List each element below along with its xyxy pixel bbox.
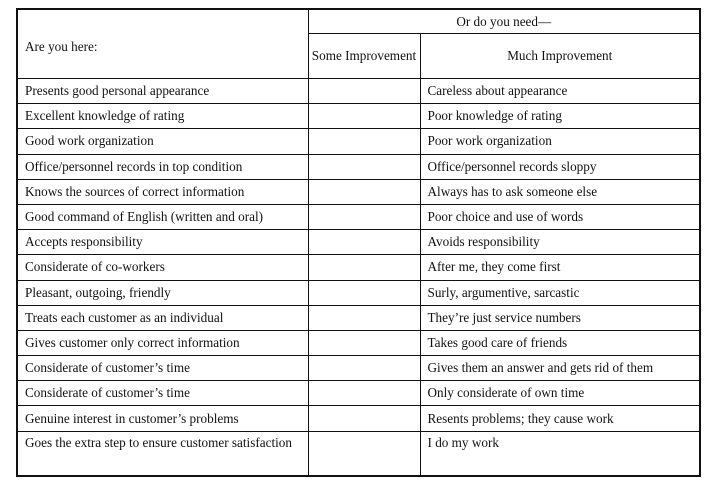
cell-much-improvement: Avoids responsibility: [420, 230, 700, 255]
table-row: [17, 356, 700, 381]
cell-are-you-here: Considerate of co-workers: [17, 255, 308, 280]
table-row: [17, 179, 700, 204]
cell-much-improvement: After me, they come first: [420, 255, 700, 280]
header-some-improvement: Some Improvement: [308, 34, 420, 79]
cell-much-improvement: Office/personnel records sloppy: [420, 154, 700, 179]
table-body: [17, 79, 700, 476]
cell-much-improvement: Poor knowledge of rating: [420, 104, 700, 129]
cell-much-improvement: Resents problems; they cause work: [420, 406, 700, 431]
cell-some-improvement: [308, 204, 420, 229]
cell-much-improvement: Only considerate of own time: [420, 381, 700, 406]
cell-some-improvement: [308, 381, 420, 406]
cell-are-you-here: Excellent knowledge of rating: [17, 104, 308, 129]
cell-are-you-here: Considerate of customer’s time: [17, 381, 308, 406]
table-row: [17, 79, 700, 104]
cell-much-improvement: Takes good care of friends: [420, 330, 700, 355]
header-are-you-here: Are you here:: [17, 9, 308, 79]
table-row: [17, 204, 700, 229]
cell-some-improvement: [308, 154, 420, 179]
cell-are-you-here: Presents good personal appearance: [17, 79, 308, 104]
cell-are-you-here: Good command of English (written and oral): [17, 204, 308, 229]
table-row: [17, 431, 700, 476]
cell-some-improvement: [308, 305, 420, 330]
cell-are-you-here: Gives customer only correct information: [17, 330, 308, 355]
cell-are-you-here: Knows the sources of correct information: [17, 179, 308, 204]
cell-some-improvement: [308, 330, 420, 355]
table-row: [17, 305, 700, 330]
cell-some-improvement: [308, 255, 420, 280]
cell-some-improvement: [308, 431, 420, 476]
cell-some-improvement: [308, 230, 420, 255]
cell-are-you-here: Genuine interest in customer’s problems: [17, 406, 308, 431]
cell-are-you-here: Accepts responsibility: [17, 230, 308, 255]
cell-some-improvement: [308, 356, 420, 381]
cell-are-you-here: Treats each customer as an individual: [17, 305, 308, 330]
cell-much-improvement: Gives them an answer and gets rid of them: [420, 356, 700, 381]
cell-some-improvement: [308, 129, 420, 154]
table-row: [17, 381, 700, 406]
table-row: [17, 104, 700, 129]
cell-some-improvement: [308, 179, 420, 204]
cell-are-you-here: Pleasant, outgoing, friendly: [17, 280, 308, 305]
table-row: [17, 154, 700, 179]
table-row: [17, 406, 700, 431]
table-row: [17, 255, 700, 280]
self-assessment-sheet: [16, 8, 699, 477]
cell-are-you-here: Office/personnel records in top condition: [17, 154, 308, 179]
cell-some-improvement: [308, 406, 420, 431]
assessment-table: [16, 8, 701, 477]
cell-are-you-here: Considerate of customer’s time: [17, 356, 308, 381]
cell-much-improvement: I do my work: [420, 431, 700, 476]
table-row: [17, 330, 700, 355]
table-row: [17, 129, 700, 154]
cell-some-improvement: [308, 79, 420, 104]
cell-much-improvement: They’re just service numbers: [420, 305, 700, 330]
table-row: [17, 280, 700, 305]
cell-are-you-here: Good work organization: [17, 129, 308, 154]
cell-much-improvement: Always has to ask someone else: [420, 179, 700, 204]
cell-much-improvement: Surly, argumentive, sarcastic: [420, 280, 700, 305]
cell-some-improvement: [308, 280, 420, 305]
cell-are-you-here: Goes the extra step to ensure customer satisfaction: [17, 431, 308, 476]
table-row: [17, 230, 700, 255]
cell-much-improvement: Poor choice and use of words: [420, 204, 700, 229]
header-or-do-you-need: Or do you need—: [308, 9, 700, 34]
cell-much-improvement: Careless about appearance: [420, 79, 700, 104]
cell-much-improvement: Poor work organization: [420, 129, 700, 154]
header-much-improvement: Much Improvement: [420, 34, 700, 79]
cell-some-improvement: [308, 104, 420, 129]
